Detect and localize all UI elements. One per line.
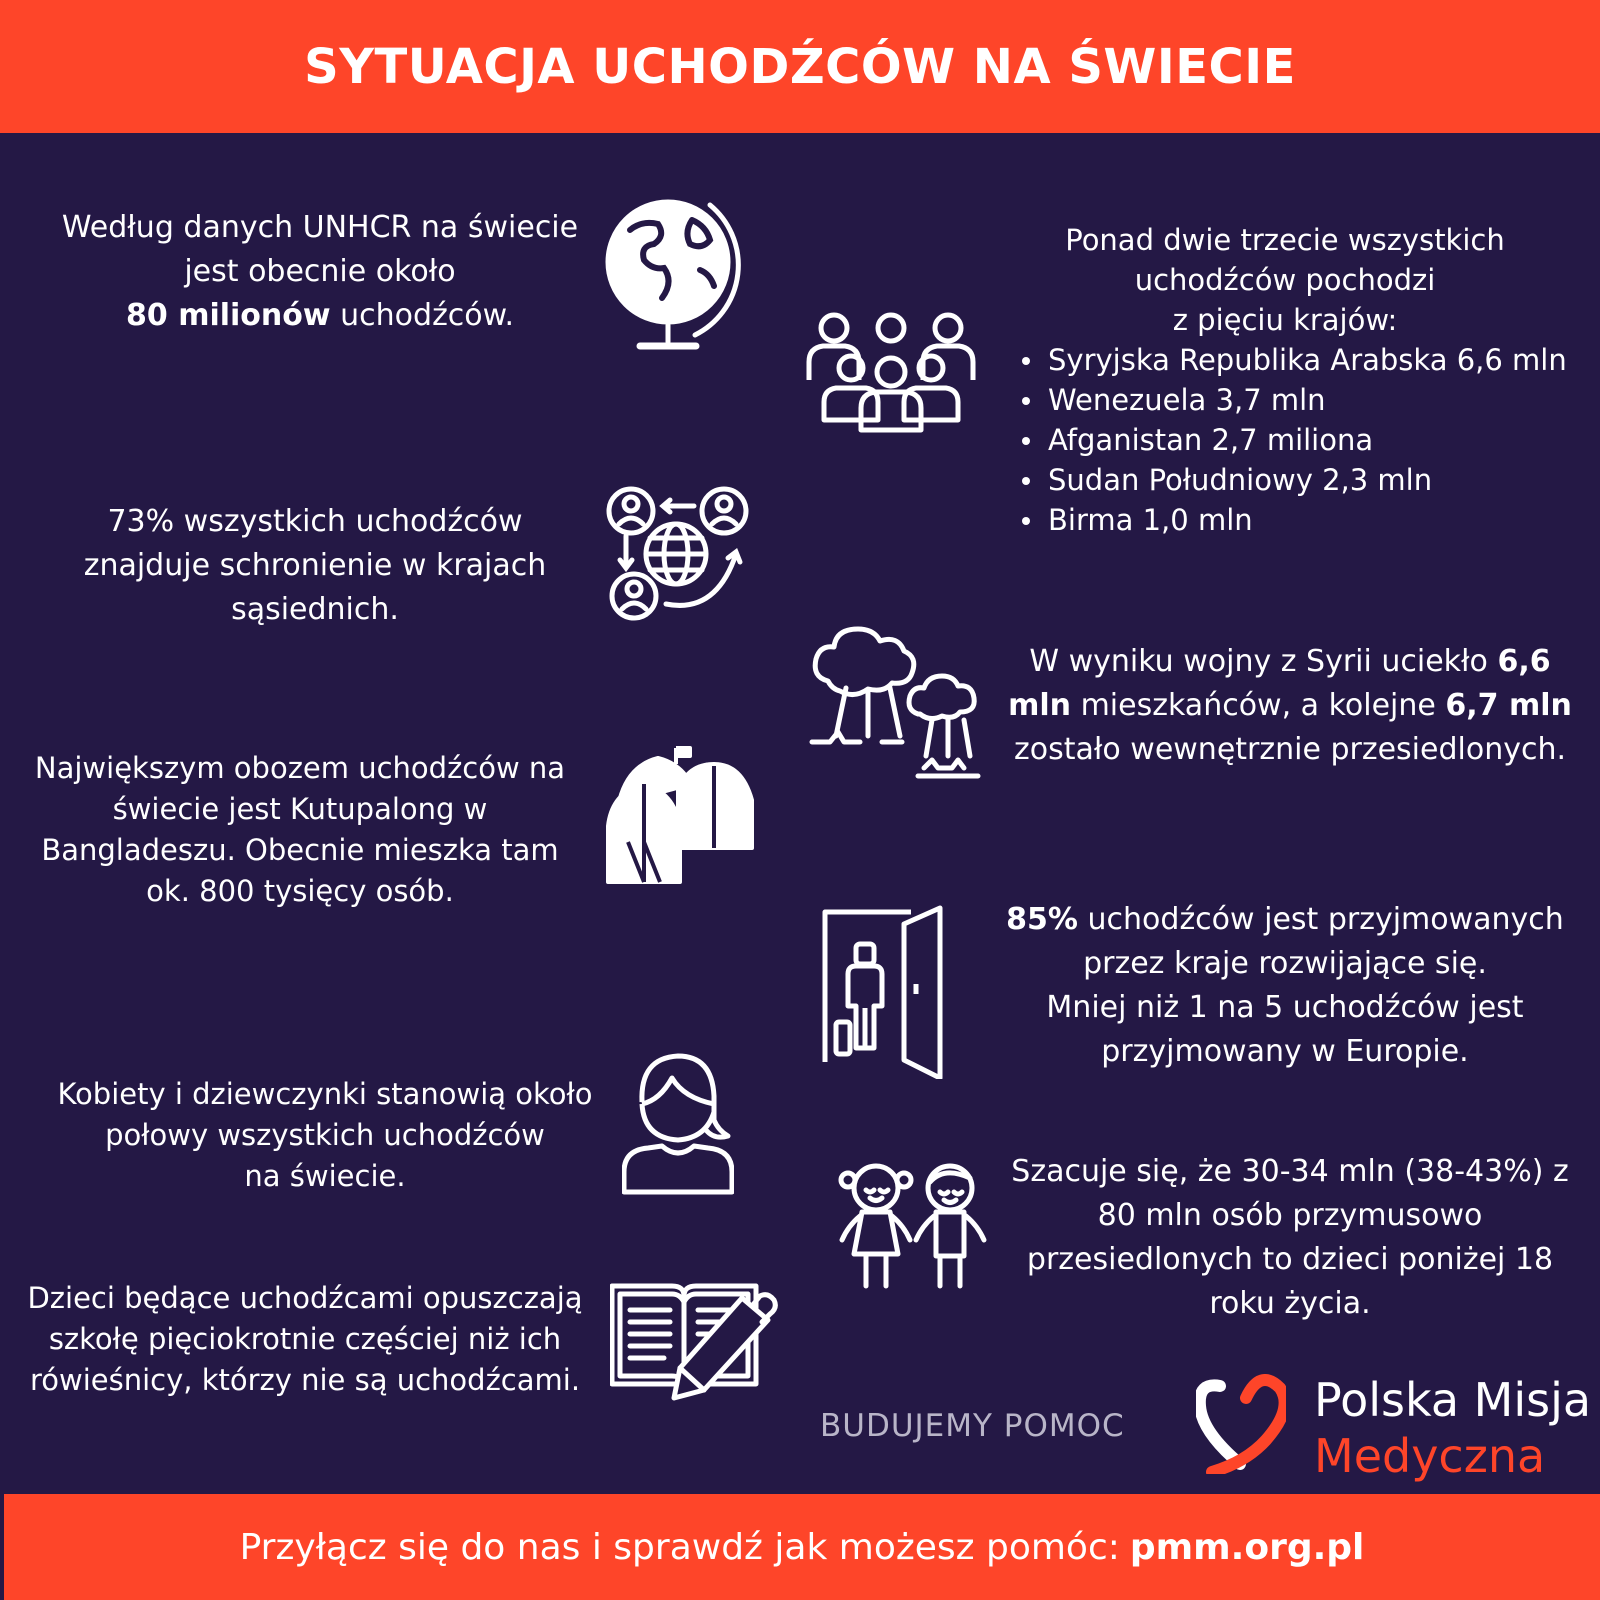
list-item: Birma 1,0 mln: [1022, 500, 1567, 540]
fact-developing-countries: 85% uchodźców jest przyjmowanych przez kraje rozwijające się. Mniej niż 1 na 5 uchodźców jest przyjmowany w Europie.: [1006, 902, 1564, 1069]
countries-list: [1022, 340, 1567, 540]
fact-school-dropout: Dzieci będące uchodźcami opuszczają szkołę pięciokrotnie częściej niż ich rówieśnicy, którzy nie są uchodźcami.: [27, 1281, 583, 1397]
people-group-icon: [806, 310, 976, 435]
fact-children-share: Szacuje się, że 30-34 mln (38-43%) z 80 mln osób przymusowo przesiedlonych to dzieci poniżej 18 roku życia.: [1011, 1154, 1569, 1321]
header-banner: [0, 0, 1600, 133]
logo-line-2: Medyczna: [1314, 1429, 1546, 1483]
list-item: Afganistan 2,7 miliona: [1022, 420, 1567, 460]
explosion-icon: [808, 626, 983, 781]
fact-largest-camp: Największym obozem uchodźców na świecie jest Kutupalong w Bangladeszu. Obecnie mieszka tam ok. 800 tysięcy osób.: [34, 751, 566, 908]
fact-women-girls: Kobiety i dziewczynki stanowią około połowy wszystkich uchodźców na świecie.: [57, 1077, 593, 1193]
fact-five-countries: Ponad dwie trzecie wszystkich uchodźców pochodzi z pięciu krajów:: [1065, 223, 1505, 337]
globe-icon: [600, 190, 750, 360]
fact-refugee-count: Według danych UNHCR na świecie jest obecnie około 80 milionów uchodźców.: [61, 210, 579, 333]
camp-tents-icon: [606, 746, 756, 886]
book-pencil-icon: [610, 1280, 780, 1405]
footer-text: Przyłącz się do nas i sprawdź jak możesz pomóc:: [239, 1526, 1120, 1568]
list-item: Syryjska Republika Arabska 6,6 mln: [1022, 340, 1567, 380]
heart-logo-icon: [1196, 1374, 1286, 1474]
global-network-icon: [606, 486, 756, 626]
fact-neighbouring-countries: 73% wszystkich uchodźców znajduje schronienie w krajach sąsiednich.: [83, 504, 547, 627]
open-door-person-icon: [820, 904, 960, 1079]
highlight-80-million: 80 milionów: [126, 298, 331, 333]
children-icon: [838, 1160, 998, 1300]
page-title: SYTUACJA UCHODŹCÓW NA ŚWIECIE: [304, 38, 1296, 95]
list-item: Sudan Południowy 2,3 mln: [1022, 460, 1567, 500]
list-item: Wenezuela 3,7 mln: [1022, 380, 1567, 420]
slogan: BUDUJEMY POMOC: [820, 1408, 1125, 1444]
logo-wordmark: [1314, 1372, 1591, 1484]
logo-line-1: Polska Misja: [1314, 1373, 1592, 1427]
fact-syria-war: W wyniku wojny z Syrii uciekło 6,6 mln mieszkańców, a kolejne 6,7 mln zostało wewnętrznie przesiedlonych.: [1008, 644, 1572, 767]
website-link[interactable]: pmm.org.pl: [1129, 1526, 1365, 1568]
footer-banner: [4, 1494, 1600, 1600]
woman-icon: [622, 1052, 734, 1197]
